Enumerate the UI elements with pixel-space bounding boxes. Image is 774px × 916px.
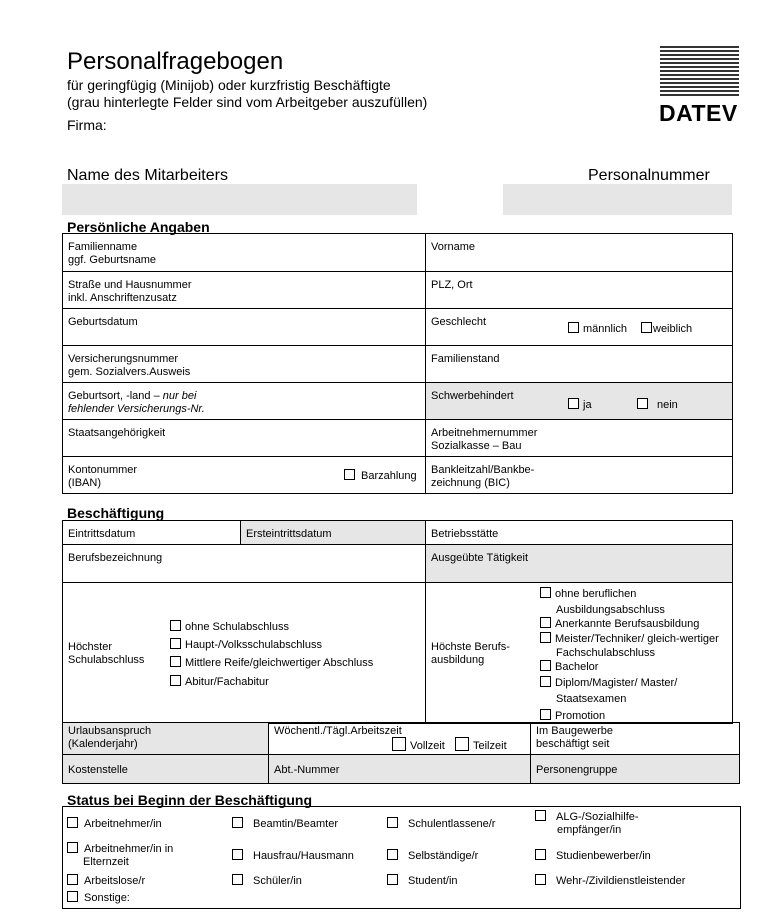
ausb-option-diplom[interactable]: Diplom/Magister/ Master/ Staatsexamen <box>540 675 726 707</box>
geburtsort-cell[interactable]: Geburtsort, -land – nur bei fehlender Versicherungs-Nr. <box>63 383 426 420</box>
ausb-option-promotion[interactable]: Promotion <box>540 709 605 723</box>
ausb-checkbox[interactable] <box>540 660 551 671</box>
section-persoenliche-angaben: Persönliche Angaben <box>67 219 210 235</box>
schul-checkbox[interactable] <box>170 620 181 631</box>
barzahlung-checkbox[interactable] <box>344 469 355 480</box>
status-checkbox[interactable] <box>232 874 243 885</box>
employment-table-2 <box>62 722 740 784</box>
berufsbezeichnung-cell[interactable]: Berufsbezeichnung <box>63 545 426 583</box>
vollzeit-checkbox[interactable] <box>392 737 406 751</box>
status-hausfrau[interactable]: Hausfrau/Hausmann <box>232 849 354 863</box>
arbeitnehmernummer-cell[interactable]: Arbeitnehmernummer Sozialkasse – Bau <box>426 420 733 457</box>
status-sonstige[interactable]: Sonstige: <box>67 891 130 905</box>
familienname-cell[interactable]: Familienname ggf. Geburtsname <box>63 234 426 272</box>
schul-option-mittlere-reife[interactable]: Mittlere Reife/gleichwertiger Abschluss <box>170 656 373 670</box>
status-selbststaendige[interactable]: Selbständige/r <box>387 849 478 863</box>
ja-checkbox[interactable] <box>568 398 579 409</box>
ausb-option-anerkannt[interactable]: Anerkannte Berufsausbildung <box>540 617 699 631</box>
vollzeit-option[interactable]: Vollzeit <box>392 737 445 753</box>
status-checkbox[interactable] <box>535 810 546 821</box>
geburtsdatum-cell[interactable]: Geburtsdatum <box>63 309 426 346</box>
status-checkbox[interactable] <box>535 849 546 860</box>
schulabschluss-cell <box>63 583 426 724</box>
status-schueler[interactable]: Schüler/in <box>232 874 302 888</box>
maennlich-checkbox[interactable] <box>568 322 579 333</box>
strasse-cell[interactable]: Straße und Hausnummer inkl. Anschriftenzusatz <box>63 272 426 309</box>
staatsangehoerigkeit-cell[interactable]: Staatsangehörigkeit <box>63 420 426 457</box>
weiblich-option[interactable]: weiblich <box>641 322 692 336</box>
ausb-checkbox[interactable] <box>540 709 551 720</box>
section-beschaeftigung: Beschäftigung <box>67 505 165 521</box>
status-box <box>62 806 741 909</box>
ausb-checkbox[interactable] <box>540 617 551 628</box>
schulabschluss-label: Höchster Schulabschluss <box>68 641 145 666</box>
schul-option-abitur[interactable]: Abitur/Fachabitur <box>170 675 269 689</box>
versicherungsnummer-cell[interactable]: Versicherungsnummer gem. Sozialvers.Ausweis <box>63 346 426 383</box>
ja-option[interactable]: ja <box>568 398 592 412</box>
weiblich-checkbox[interactable] <box>641 322 652 333</box>
status-schulentlassene[interactable]: Schulentlassene/r <box>387 817 495 831</box>
berufsausbildung-cell <box>426 583 733 724</box>
employment-table <box>62 520 733 724</box>
status-checkbox[interactable] <box>67 817 78 828</box>
ausb-checkbox[interactable] <box>540 587 551 598</box>
ausgeuebte-taetigkeit-cell[interactable]: Ausgeübte Tätigkeit <box>426 545 733 583</box>
ausb-checkbox[interactable] <box>540 632 551 643</box>
schwerbehindert-cell: Schwerbehindert ja nein <box>426 383 733 420</box>
status-checkbox[interactable] <box>67 874 78 885</box>
schul-option-haupt[interactable]: Haupt-/Volksschulabschluss <box>170 638 322 652</box>
subtitle: für geringfügig (Minijob) oder kurzfristig Beschäftigte <box>67 77 391 93</box>
status-checkbox[interactable] <box>387 874 398 885</box>
urlaubsanspruch-cell[interactable]: Urlaubsanspruch (Kalenderjahr) <box>63 723 269 755</box>
ersteintrittsdatum-cell[interactable]: Ersteintrittsdatum <box>241 521 426 545</box>
betriebsstaette-cell[interactable]: Betriebsstätte <box>426 521 733 545</box>
status-checkbox[interactable] <box>387 849 398 860</box>
schul-checkbox[interactable] <box>170 656 181 667</box>
datev-logo-icon <box>660 46 739 98</box>
ausb-option-bachelor[interactable]: Bachelor <box>540 660 598 674</box>
barzahlung-option[interactable]: Barzahlung <box>344 469 417 483</box>
status-checkbox[interactable] <box>387 817 398 828</box>
firma-label: Firma: <box>67 117 107 133</box>
status-checkbox[interactable] <box>67 891 78 902</box>
personengruppe-cell[interactable]: Personengruppe <box>531 755 740 784</box>
schul-checkbox[interactable] <box>170 638 181 649</box>
berufsausbildung-label: Höchste Berufs- ausbildung <box>431 641 510 666</box>
bankleitzahl-cell[interactable]: Bankleitzahl/Bankbe- zeichnung (BIC) <box>426 457 733 494</box>
status-arbeitslose[interactable]: Arbeitslose/r <box>67 874 145 888</box>
status-checkbox[interactable] <box>67 842 78 853</box>
section-status: Status bei Beginn der Beschäftigung <box>67 792 313 808</box>
abt-nummer-cell[interactable]: Abt.-Nummer <box>269 755 531 784</box>
schul-checkbox[interactable] <box>170 675 181 686</box>
eintrittsdatum-cell[interactable]: Eintrittsdatum <box>63 521 241 545</box>
status-alg[interactable]: ALG-/Sozialhilfe- empfänger/in <box>535 810 639 837</box>
plz-ort-cell[interactable]: PLZ, Ort <box>426 272 733 309</box>
kontonummer-cell[interactable]: Kontonummer (IBAN) Barzahlung <box>63 457 426 494</box>
nein-option[interactable]: nein <box>637 398 678 412</box>
ausb-checkbox[interactable] <box>540 676 551 687</box>
maennlich-option[interactable]: männlich <box>568 322 627 336</box>
personal-table <box>62 233 733 494</box>
name-field[interactable] <box>62 184 417 215</box>
arbeitszeit-cell: Wöchentl./Tägl.Arbeitszeit Vollzeit Teilzeit <box>269 723 531 755</box>
baugewerbe-cell[interactable]: Im Baugewerbe beschäftigt seit <box>531 723 740 755</box>
status-wehrdienst[interactable]: Wehr-/Zivildienstleistender <box>535 874 685 888</box>
subtitle-note: (grau hinterlegte Felder sind vom Arbeitgeber auszufüllen) <box>67 94 428 110</box>
status-checkbox[interactable] <box>232 817 243 828</box>
vorname-cell[interactable]: Vorname <box>426 234 733 272</box>
status-student[interactable]: Student/in <box>387 874 458 888</box>
status-checkbox[interactable] <box>232 849 243 860</box>
logo-text: DATEV <box>659 100 738 126</box>
status-studienbewerber[interactable]: Studienbewerber/in <box>535 849 651 863</box>
personalnummer-label: Personalnummer <box>588 167 710 184</box>
personalnummer-field[interactable] <box>503 184 732 215</box>
ausb-option-ohne[interactable]: ohne beruflichen Ausbildungsabschluss <box>540 586 716 618</box>
kostenstelle-cell[interactable]: Kostenstelle <box>63 755 269 784</box>
ausb-option-meister[interactable]: Meister/Techniker/ gleich-wertiger Fachschulabschluss <box>540 632 726 660</box>
teilzeit-option[interactable]: Teilzeit <box>455 737 507 753</box>
page-title: Personalfragebogen <box>67 48 284 75</box>
status-elternzeit[interactable]: Arbeitnehmer/in in Elternzeit <box>67 842 173 869</box>
status-beamtin[interactable]: Beamtin/Beamter <box>232 817 338 831</box>
name-label: Name des Mitarbeiters <box>67 167 228 184</box>
schul-option-ohne[interactable]: ohne Schulabschluss <box>170 620 289 634</box>
familienstand-cell[interactable]: Familienstand <box>426 346 733 383</box>
geschlecht-cell: Geschlecht männlich weiblich <box>426 309 733 346</box>
teilzeit-checkbox[interactable] <box>455 737 469 751</box>
status-checkbox[interactable] <box>535 874 546 885</box>
status-arbeitnehmer[interactable]: Arbeitnehmer/in <box>67 817 162 831</box>
nein-checkbox[interactable] <box>637 398 648 409</box>
